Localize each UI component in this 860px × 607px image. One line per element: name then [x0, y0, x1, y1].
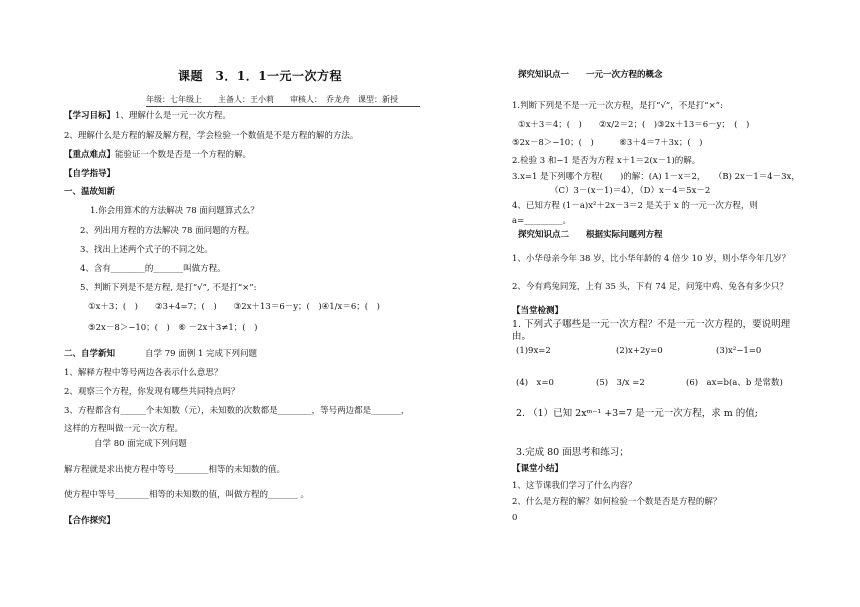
key-text: 能验证一个数是否是一个方程的解。: [115, 150, 252, 160]
review-5-line1: ①x＋3；( ) ②3+4=7；( ) ③2x＋13＝6－y；( )④1/x＝6；( ): [88, 302, 380, 312]
goal-2: 2、理解什么是方程的解及解方程，学会检验一个数值是不是方程的解的方法。: [64, 131, 359, 141]
part2-label: 探究知识点二 根据实际问题列方程: [518, 230, 663, 240]
q4: 4、已知方程 (1－a)x²＋2x－3＝2 是关于 x 的一元一次方程，则: [512, 201, 758, 211]
new-1: 1、解释方程中等号两边各表示什么意思？: [64, 368, 223, 378]
q1-line2: ⑤2x－8＞−10；( ) ⑥3＋4＝7＋3x；( ): [512, 138, 703, 148]
option-1: (1)9x=2: [516, 346, 551, 356]
review-3: 3、找出上述两个式子的不同之处。: [80, 245, 213, 255]
q4b: a=_________。: [512, 216, 571, 226]
test-label: 【当堂检测】: [512, 306, 564, 316]
new-4: 解方程就是求出使方程中等号________相等的未知数的值。: [64, 465, 286, 475]
word-1: 1、小华母亲今年 38 岁，比小华年龄的 4 倍少 10 岁，则小华今年几岁？: [512, 254, 791, 264]
summary-3: 0: [512, 513, 518, 523]
key-label: 【重点难点】: [64, 150, 116, 160]
option-6: (6) ax=b(a、b 是常数): [686, 378, 783, 388]
review-2: 2、列出用方程的方法解决 78 面问题的方程。: [80, 226, 255, 236]
goal-1: 1、理解什么是一元一次方程。: [115, 111, 231, 121]
test-1b: 由。: [512, 331, 532, 342]
test-3: 3.完成 80 面思考和练习；: [516, 447, 629, 458]
new-row: [64, 348, 257, 360]
new-3: 3、方程都含有______个未知数（元），未知数的次数都是________，等号两边都是_______，: [64, 406, 410, 416]
review-5: 5、判断下列是不是方程, 是打“√”, 不是打“×”:: [80, 283, 257, 293]
summary-2: 2、什么是方程的解？如何检验一个数是否是方程的解？: [512, 497, 722, 507]
new-2: 2、观察三个方程，你发现有哪些共同特点吗？: [64, 387, 240, 397]
test-2: 2. （1）已知 2xᵐ⁻¹ +3=7 是一元一次方程，求 m 的值;: [516, 408, 758, 419]
new-3b: 这样的方程叫做一元一次方程。: [64, 424, 184, 434]
option-5: (5) 3/x =2: [596, 378, 645, 388]
q1: 1.判断下列是不是一元一次方程，是打“√”，不是打“×”:: [512, 101, 723, 111]
review-1: 1.你会用算术的方法解决 78 面问题算式么？: [90, 206, 259, 216]
test-1: 1. 下列式子哪些是一元一次方程？不是一元一次方程的，要说明理: [512, 319, 791, 330]
review-label: 一、温故知新: [64, 187, 116, 197]
new-label: 二、自学新知: [64, 349, 116, 359]
option-3: (3)x²−1=0: [716, 346, 762, 356]
goals-label: 【学习目标】: [64, 111, 116, 121]
guide-label: 【自学指导】: [64, 169, 116, 179]
q3a: 3.x=1 是下列哪个方程( )的解：(A) 1－x＝2， （B) 2x－1＝4－3x，: [512, 172, 800, 182]
option-2: (2)x+2y=0: [616, 346, 663, 356]
coop-label: 【合作探究】: [64, 516, 116, 526]
q3b: （C）3－(x－1)＝4），（D）x－4＝5x－2: [550, 186, 711, 196]
new-5: 使方程中等号________相等的未知数的值，叫做方程的_______ 。: [64, 490, 309, 500]
key-row: [64, 149, 251, 161]
goals-row: [64, 110, 231, 122]
word-2: 2、今有鸡兔同笼，上有 35 头，下有 74 足，问笼中鸡、兔各有多少只？: [512, 282, 788, 292]
right-column: [430, 0, 860, 607]
part1-label: 探究知识点一 一元一次方程的概念: [518, 70, 663, 80]
summary-label: 【课堂小结】: [512, 464, 564, 474]
new-task: 自学 79 面例 1 完成下列问题: [145, 349, 258, 359]
meta-underline: [146, 106, 420, 107]
page-title: 课题 3．1．1一元一次方程: [178, 69, 343, 83]
new-task-2: 自学 80 面完成下列问题: [94, 439, 187, 449]
review-5-line2: ⑤2x－8＞−10；( ) ⑥ －2x＋3≠1；( ): [88, 323, 258, 333]
option-4: (4) x=0: [516, 378, 554, 388]
q2: 2.检验 3 和−1 是否为方程 x＋1＝2(x－1)的解。: [512, 156, 701, 166]
meta-line: 年级：七年级上 主备人：王小莉 审核人： 乔龙舟 课型：新授: [146, 95, 398, 104]
q1-line1: ①x＋3＝4；( ) ②x/2＝2；( )③2x＋13＝6－y； ( ): [518, 120, 750, 130]
summary-1: 1、这节课我们学习了什么内容？: [512, 481, 637, 491]
review-4: 4、含有________的_______叫做方程。: [80, 264, 226, 274]
